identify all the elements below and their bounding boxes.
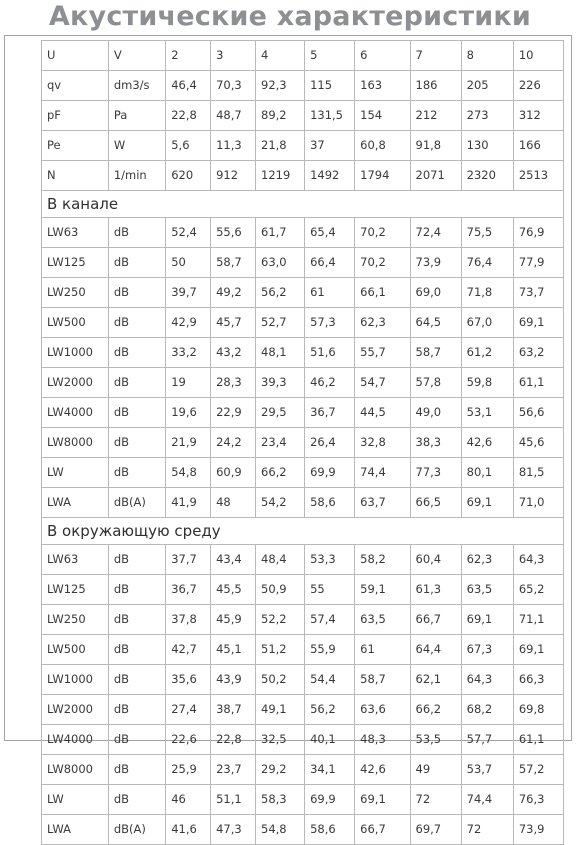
cell-c3: 45,1: [211, 635, 256, 665]
cell-c7: 62,1: [410, 665, 461, 695]
cell-c4: 51,2: [256, 635, 305, 665]
cell-c3: 24,2: [211, 428, 256, 458]
cell-c10: 76,3: [513, 785, 563, 815]
cell-c6: 59,1: [355, 575, 410, 605]
cell-c10: 64,3: [513, 545, 563, 575]
cell-param: LW1000: [42, 665, 109, 695]
cell-c8: 62,3: [461, 545, 513, 575]
cell-param: LW: [42, 785, 109, 815]
cell-c5: 36,7: [305, 398, 355, 428]
cell-c7: 69,0: [410, 278, 461, 308]
cell-c3: 22,9: [211, 398, 256, 428]
cell-unit: dB: [108, 755, 165, 785]
cell-c2: 25,9: [166, 755, 211, 785]
cell-c10: 71,1: [513, 605, 563, 635]
cell-c2: 21,9: [166, 428, 211, 458]
cell-c6: 70,2: [355, 218, 410, 248]
cell-unit: 1/min: [108, 161, 165, 191]
cell-c8: 57,7: [461, 725, 513, 755]
cell-param: LWA: [42, 488, 109, 518]
cell-param: N: [42, 161, 109, 191]
cell-c5: 37: [305, 131, 355, 161]
cell-c8: 205: [461, 71, 513, 101]
cell-c2: 36,7: [166, 575, 211, 605]
cell-c4: 29,5: [256, 398, 305, 428]
cell-c8: 53,1: [461, 398, 513, 428]
cell-c6: 1794: [355, 161, 410, 191]
section-title: В канале: [42, 191, 564, 218]
cell-c3: 48,7: [211, 101, 256, 131]
cell-c7: 60,4: [410, 545, 461, 575]
cell-c3: 38,7: [211, 695, 256, 725]
cell-c6: 6: [355, 41, 410, 71]
cell-c2: 33,2: [166, 338, 211, 368]
cell-c8: 42,6: [461, 428, 513, 458]
cell-c8: 59,8: [461, 368, 513, 398]
cell-c2: 42,7: [166, 635, 211, 665]
cell-param: LW8000: [42, 428, 109, 458]
cell-param: pF: [42, 101, 109, 131]
cell-c7: 49,0: [410, 398, 461, 428]
cell-param: LW63: [42, 218, 109, 248]
cell-c10: 61,1: [513, 368, 563, 398]
cell-c4: 52,7: [256, 308, 305, 338]
cell-unit: dB: [108, 695, 165, 725]
cell-c5: 56,2: [305, 695, 355, 725]
table-row: [42, 605, 564, 635]
cell-param: Pe: [42, 131, 109, 161]
cell-c7: 58,7: [410, 338, 461, 368]
table-row: [42, 488, 564, 518]
cell-c8: 67,0: [461, 308, 513, 338]
cell-param: LW125: [42, 248, 109, 278]
cell-c2: 41,6: [166, 815, 211, 845]
cell-unit: dB: [108, 725, 165, 755]
cell-c6: 62,3: [355, 308, 410, 338]
cell-c5: 26,4: [305, 428, 355, 458]
cell-c4: 4: [256, 41, 305, 71]
cell-param: LW250: [42, 278, 109, 308]
cell-param: LWA: [42, 815, 109, 845]
cell-unit: dB: [108, 218, 165, 248]
cell-c5: 58,6: [305, 815, 355, 845]
cell-c4: 54,8: [256, 815, 305, 845]
cell-c2: 46,4: [166, 71, 211, 101]
table-row: [42, 665, 564, 695]
cell-unit: dB: [108, 368, 165, 398]
cell-c5: 53,3: [305, 545, 355, 575]
cell-unit: dB(A): [108, 488, 165, 518]
cell-c4: 1219: [256, 161, 305, 191]
cell-c8: 76,4: [461, 248, 513, 278]
table-row: [42, 368, 564, 398]
cell-c4: 50,2: [256, 665, 305, 695]
table-row: [42, 785, 564, 815]
cell-param: LW125: [42, 575, 109, 605]
cell-c5: 66,4: [305, 248, 355, 278]
cell-c2: 42,9: [166, 308, 211, 338]
cell-c8: 75,5: [461, 218, 513, 248]
cell-c8: 71,8: [461, 278, 513, 308]
cell-c5: 61: [305, 278, 355, 308]
cell-c5: 5: [305, 41, 355, 71]
spec-row: [42, 71, 564, 101]
cell-c8: 64,3: [461, 665, 513, 695]
cell-c4: 56,2: [256, 278, 305, 308]
cell-c4: 23,4: [256, 428, 305, 458]
cell-c5: 51,6: [305, 338, 355, 368]
cell-c5: 34,1: [305, 755, 355, 785]
cell-c2: 50: [166, 248, 211, 278]
cell-c4: 39,3: [256, 368, 305, 398]
cell-c7: 66,5: [410, 488, 461, 518]
cell-c10: 65,2: [513, 575, 563, 605]
cell-unit: Pa: [108, 101, 165, 131]
cell-unit: dB: [108, 308, 165, 338]
cell-c8: 69,1: [461, 488, 513, 518]
cell-c5: 115: [305, 71, 355, 101]
table-row: [42, 338, 564, 368]
cell-c8: 61,2: [461, 338, 513, 368]
cell-c3: 22,8: [211, 725, 256, 755]
cell-unit: dB: [108, 545, 165, 575]
cell-c5: 55: [305, 575, 355, 605]
cell-c6: 60,8: [355, 131, 410, 161]
cell-c6: 61: [355, 635, 410, 665]
cell-c7: 57,8: [410, 368, 461, 398]
cell-c2: 27,4: [166, 695, 211, 725]
cell-c2: 19: [166, 368, 211, 398]
cell-unit: dB: [108, 785, 165, 815]
cell-c10: 73,7: [513, 278, 563, 308]
cell-c6: 66,1: [355, 278, 410, 308]
cell-c2: 22,6: [166, 725, 211, 755]
cell-c2: 54,8: [166, 458, 211, 488]
cell-c4: 92,3: [256, 71, 305, 101]
cell-c10: 10: [513, 41, 563, 71]
cell-param: LW: [42, 458, 109, 488]
table-row: [42, 428, 564, 458]
cell-c5: 55,9: [305, 635, 355, 665]
cell-c7: 186: [410, 71, 461, 101]
cell-c8: 72: [461, 815, 513, 845]
table-row: [42, 635, 564, 665]
cell-unit: dB: [108, 398, 165, 428]
cell-c10: 76,9: [513, 218, 563, 248]
cell-c2: 52,4: [166, 218, 211, 248]
cell-c7: 73,9: [410, 248, 461, 278]
cell-c2: 37,8: [166, 605, 211, 635]
cell-c6: 44,5: [355, 398, 410, 428]
cell-c5: 69,9: [305, 785, 355, 815]
cell-c4: 61,7: [256, 218, 305, 248]
cell-c5: 131,5: [305, 101, 355, 131]
cell-c8: 69,1: [461, 605, 513, 635]
cell-c8: 63,5: [461, 575, 513, 605]
table-row: [42, 278, 564, 308]
cell-param: LW500: [42, 308, 109, 338]
cell-c4: 63,0: [256, 248, 305, 278]
spec-row: [42, 101, 564, 131]
cell-c4: 89,2: [256, 101, 305, 131]
cell-unit: dB: [108, 248, 165, 278]
cell-c7: 7: [410, 41, 461, 71]
cell-c7: 69,7: [410, 815, 461, 845]
table-row: [42, 308, 564, 338]
cell-c8: 130: [461, 131, 513, 161]
cell-c3: 28,3: [211, 368, 256, 398]
cell-c2: 2: [166, 41, 211, 71]
cell-c10: 57,2: [513, 755, 563, 785]
cell-c3: 45,5: [211, 575, 256, 605]
cell-c6: 42,6: [355, 755, 410, 785]
cell-c6: 58,7: [355, 665, 410, 695]
cell-c4: 48,1: [256, 338, 305, 368]
table-row: [42, 218, 564, 248]
cell-unit: dB: [108, 665, 165, 695]
cell-c7: 53,5: [410, 725, 461, 755]
cell-param: LW8000: [42, 755, 109, 785]
cell-c10: 312: [513, 101, 563, 131]
cell-param: LW500: [42, 635, 109, 665]
cell-c4: 29,2: [256, 755, 305, 785]
section-row: [42, 191, 564, 218]
cell-param: qv: [42, 71, 109, 101]
cell-c2: 46: [166, 785, 211, 815]
table-row: [42, 695, 564, 725]
cell-c6: 55,7: [355, 338, 410, 368]
cell-c4: 66,2: [256, 458, 305, 488]
cell-c3: 58,7: [211, 248, 256, 278]
cell-c3: 43,2: [211, 338, 256, 368]
cell-c10: 81,5: [513, 458, 563, 488]
cell-c5: 58,6: [305, 488, 355, 518]
cell-unit: dB: [108, 458, 165, 488]
cell-c7: 64,4: [410, 635, 461, 665]
cell-c2: 37,7: [166, 545, 211, 575]
cell-unit: dB: [108, 278, 165, 308]
cell-c7: 38,3: [410, 428, 461, 458]
table-row: [42, 545, 564, 575]
cell-c4: 58,3: [256, 785, 305, 815]
cell-c10: 166: [513, 131, 563, 161]
cell-c10: 73,9: [513, 815, 563, 845]
cell-c2: 22,8: [166, 101, 211, 131]
cell-c10: 226: [513, 71, 563, 101]
cell-param: LW250: [42, 605, 109, 635]
cell-c4: 54,2: [256, 488, 305, 518]
cell-c10: 69,8: [513, 695, 563, 725]
cell-c7: 72: [410, 785, 461, 815]
cell-c5: 65,4: [305, 218, 355, 248]
cell-c7: 61,3: [410, 575, 461, 605]
cell-c10: 61,1: [513, 725, 563, 755]
cell-c6: 69,1: [355, 785, 410, 815]
cell-c8: 67,3: [461, 635, 513, 665]
cell-c3: 45,9: [211, 605, 256, 635]
cell-c3: 51,1: [211, 785, 256, 815]
cell-c3: 3: [211, 41, 256, 71]
cell-c5: 40,1: [305, 725, 355, 755]
table-row: [42, 725, 564, 755]
cell-c10: 56,6: [513, 398, 563, 428]
cell-c4: 48,4: [256, 545, 305, 575]
cell-c10: 71,0: [513, 488, 563, 518]
cell-c7: 64,5: [410, 308, 461, 338]
table-row: [42, 458, 564, 488]
cell-c8: 273: [461, 101, 513, 131]
spec-row: [42, 131, 564, 161]
table-row: [42, 248, 564, 278]
cell-c7: 49: [410, 755, 461, 785]
cell-c10: 63,2: [513, 338, 563, 368]
cell-c6: 63,6: [355, 695, 410, 725]
cell-unit: dB(A): [108, 815, 165, 845]
cell-c10: 77,9: [513, 248, 563, 278]
cell-c7: 212: [410, 101, 461, 131]
spec-row: [42, 41, 564, 71]
section-title: В окружающую среду: [42, 518, 564, 545]
cell-c3: 70,3: [211, 71, 256, 101]
cell-c6: 63,7: [355, 488, 410, 518]
cell-param: LW2000: [42, 695, 109, 725]
cell-c6: 58,2: [355, 545, 410, 575]
cell-param: U: [42, 41, 109, 71]
cell-c7: 91,8: [410, 131, 461, 161]
cell-c6: 63,5: [355, 605, 410, 635]
cell-unit: dB: [108, 428, 165, 458]
cell-c3: 912: [211, 161, 256, 191]
cell-c6: 154: [355, 101, 410, 131]
cell-c5: 57,4: [305, 605, 355, 635]
cell-unit: dB: [108, 605, 165, 635]
cell-c8: 68,2: [461, 695, 513, 725]
cell-c6: 54,7: [355, 368, 410, 398]
cell-c4: 21,8: [256, 131, 305, 161]
cell-c8: 80,1: [461, 458, 513, 488]
cell-param: LW63: [42, 545, 109, 575]
cell-param: LW4000: [42, 398, 109, 428]
cell-c4: 52,2: [256, 605, 305, 635]
cell-c2: 39,7: [166, 278, 211, 308]
cell-c3: 43,9: [211, 665, 256, 695]
cell-unit: dm3/s: [108, 71, 165, 101]
cell-c10: 66,3: [513, 665, 563, 695]
cell-c3: 47,3: [211, 815, 256, 845]
cell-c6: 48,3: [355, 725, 410, 755]
cell-c3: 60,9: [211, 458, 256, 488]
page-title: Акустические характеристики: [48, 1, 532, 32]
cell-c10: 2513: [513, 161, 563, 191]
cell-c6: 74,4: [355, 458, 410, 488]
table-row: [42, 398, 564, 428]
cell-c5: 69,9: [305, 458, 355, 488]
cell-unit: dB: [108, 338, 165, 368]
cell-c7: 2071: [410, 161, 461, 191]
cell-unit: dB: [108, 635, 165, 665]
cell-c5: 57,3: [305, 308, 355, 338]
cell-c3: 48: [211, 488, 256, 518]
cell-c7: 72,4: [410, 218, 461, 248]
cell-c3: 55,6: [211, 218, 256, 248]
cell-c5: 1492: [305, 161, 355, 191]
cell-c5: 54,4: [305, 665, 355, 695]
cell-c4: 50,9: [256, 575, 305, 605]
table-row: [42, 755, 564, 785]
cell-c8: 2320: [461, 161, 513, 191]
cell-c3: 45,7: [211, 308, 256, 338]
table-row: [42, 815, 564, 845]
cell-unit: W: [108, 131, 165, 161]
cell-c10: 45,6: [513, 428, 563, 458]
cell-param: LW4000: [42, 725, 109, 755]
cell-c3: 11,3: [211, 131, 256, 161]
cell-c2: 41,9: [166, 488, 211, 518]
cell-c10: 69,1: [513, 308, 563, 338]
cell-c6: 70,2: [355, 248, 410, 278]
cell-c8: 74,4: [461, 785, 513, 815]
cell-unit: dB: [108, 575, 165, 605]
cell-c2: 19,6: [166, 398, 211, 428]
section-row: [42, 518, 564, 545]
cell-c3: 23,7: [211, 755, 256, 785]
cell-c2: 620: [166, 161, 211, 191]
cell-c8: 53,7: [461, 755, 513, 785]
cell-c7: 66,7: [410, 605, 461, 635]
cell-c4: 49,1: [256, 695, 305, 725]
acoustic-table: [41, 40, 564, 845]
cell-c8: 8: [461, 41, 513, 71]
cell-c10: 69,1: [513, 635, 563, 665]
cell-c6: 66,7: [355, 815, 410, 845]
cell-param: LW2000: [42, 368, 109, 398]
cell-unit: V: [108, 41, 165, 71]
cell-c7: 77,3: [410, 458, 461, 488]
cell-c7: 66,2: [410, 695, 461, 725]
table-row: [42, 575, 564, 605]
cell-c4: 32,5: [256, 725, 305, 755]
cell-c3: 49,2: [211, 278, 256, 308]
cell-c2: 35,6: [166, 665, 211, 695]
cell-c3: 43,4: [211, 545, 256, 575]
cell-c5: 46,2: [305, 368, 355, 398]
spec-row: [42, 161, 564, 191]
cell-param: LW1000: [42, 338, 109, 368]
cell-c2: 5,6: [166, 131, 211, 161]
cell-c6: 163: [355, 71, 410, 101]
cell-c6: 32,8: [355, 428, 410, 458]
